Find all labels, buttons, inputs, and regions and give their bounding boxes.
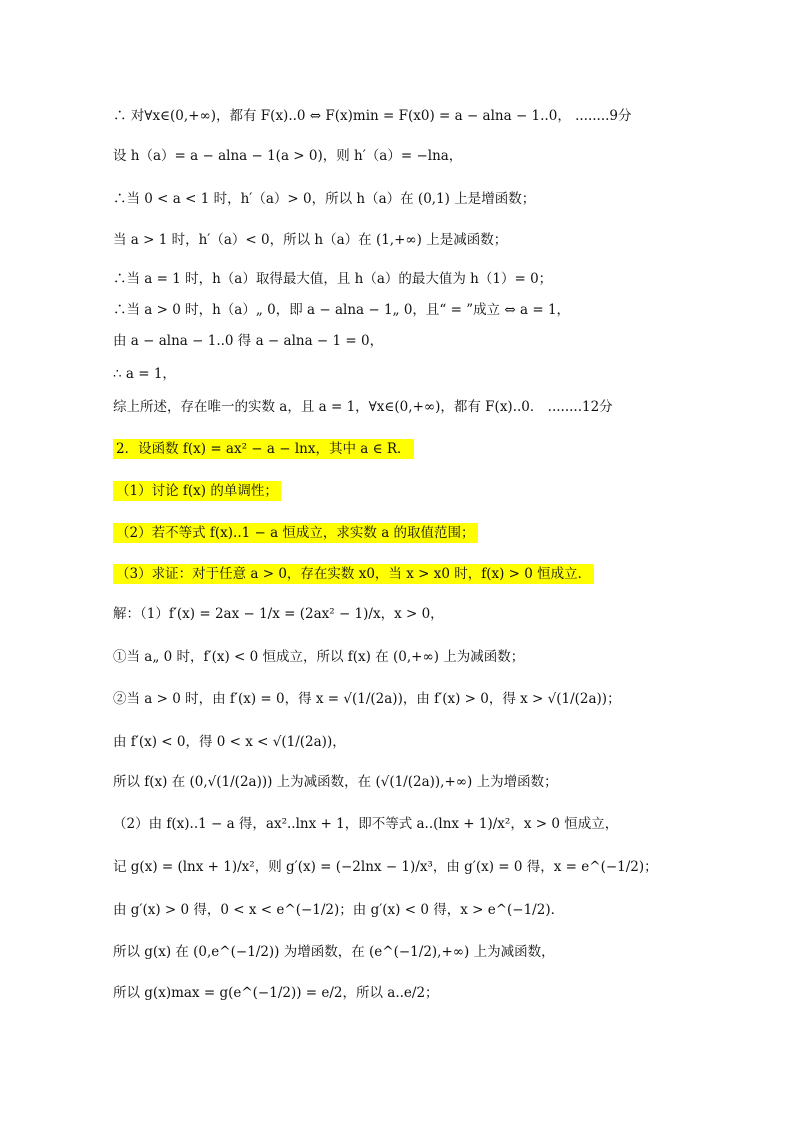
question-2 (113, 524, 478, 542)
solution-line-7: 记 g(x) = (lnx + 1)/x²，则 g′(x) = (−2lnx − 1)/x³，由 g′(x) = 0 得，x = e^(−1/2)； (113, 859, 658, 875)
solution-line-1: 解：（1）f′(x) = 2ax − 1/x = (2ax² − 1)/x，x > 0， (113, 606, 444, 622)
solution-line-2: ①当 a„ 0 时，f′(x) < 0 恒成立，所以 f(x) 在 (0,+∞) 上为减函数； (113, 649, 525, 665)
solution-line-3: ②当 a > 0 时，由 f′(x) = 0，得 x = √(1/(2a))，由 f′(x) > 0，得 x > √(1/(2a))； (113, 691, 621, 707)
problem-title (113, 440, 414, 458)
text-line-1: ∴ 对∀x∈(0,+∞)，都有 F(x)..0 ⇔ F(x)min = F(x0) = a − alna − 1..0， ........9分 (113, 108, 632, 124)
question-3 (113, 565, 594, 583)
text-line-7: 由 a − alna − 1..0 得 a − alna − 1 = 0， (113, 333, 384, 349)
problem-title-text: 2．设函数 f(x) = ax² − a − lnx，其中 a ∈ R． (113, 439, 414, 459)
solution-line-5: 所以 f(x) 在 (0,√(1/(2a))) 上为减函数，在 (√(1/(2a)),+∞) 上为增函数； (113, 774, 558, 790)
text-line-2: 设 h（a）= a − alna − 1(a > 0)，则 h′（a）= −lna， (113, 148, 463, 164)
solution-line-10: 所以 g(x)max = g(e^(−1/2)) = e/2，所以 a..e/2； (113, 985, 439, 1001)
text-line-4: 当 a > 1 时，h′（a）< 0，所以 h（a）在 (1,+∞) 上是减函数； (113, 232, 508, 248)
text-line-5: ∴当 a = 1 时，h（a）取得最大值，且 h（a）的最大值为 h（1）= 0； (113, 271, 553, 287)
question-1-text: （1）讨论 f(x) 的单调性； (113, 481, 281, 501)
question-2-text: （2）若不等式 f(x)..1 − a 恒成立，求实数 a 的取值范围； (113, 523, 478, 543)
solution-line-8: 由 g′(x) > 0 得，0 < x < e^(−1/2)；由 g′(x) < 0 得，x > e^(−1/2)． (113, 902, 565, 918)
text-line-3: ∴当 0 < a < 1 时，h′（a）> 0，所以 h（a）在 (0,1) 上是增函数； (113, 191, 536, 207)
text-line-9: 综上所述，存在唯一的实数 a，且 a = 1，∀x∈(0,+∞)，都有 F(x)..0． ........12分 (113, 399, 613, 415)
text-line-8: ∴ a = 1， (113, 366, 176, 382)
solution-line-4: 由 f′(x) < 0，得 0 < x < √(1/(2a))， (113, 734, 346, 750)
solution-line-9: 所以 g(x) 在 (0,e^(−1/2)) 为增函数，在 (e^(−1/2),+∞) 上为减函数， (113, 944, 555, 960)
question-1 (113, 482, 281, 500)
question-3-text: （3）求证：对于任意 a > 0，存在实数 x0，当 x > x0 时，f(x) > 0 恒成立． (113, 564, 594, 584)
solution-line-6: （2）由 f(x)..1 − a 得，ax²..lnx + 1，即不等式 a..(lnx + 1)/x²，x > 0 恒成立， (113, 816, 619, 832)
text-line-6: ∴当 a > 0 时，h（a）„ 0，即 a − alna − 1„ 0，且“ = ”成立 ⇔ a = 1， (113, 302, 571, 318)
